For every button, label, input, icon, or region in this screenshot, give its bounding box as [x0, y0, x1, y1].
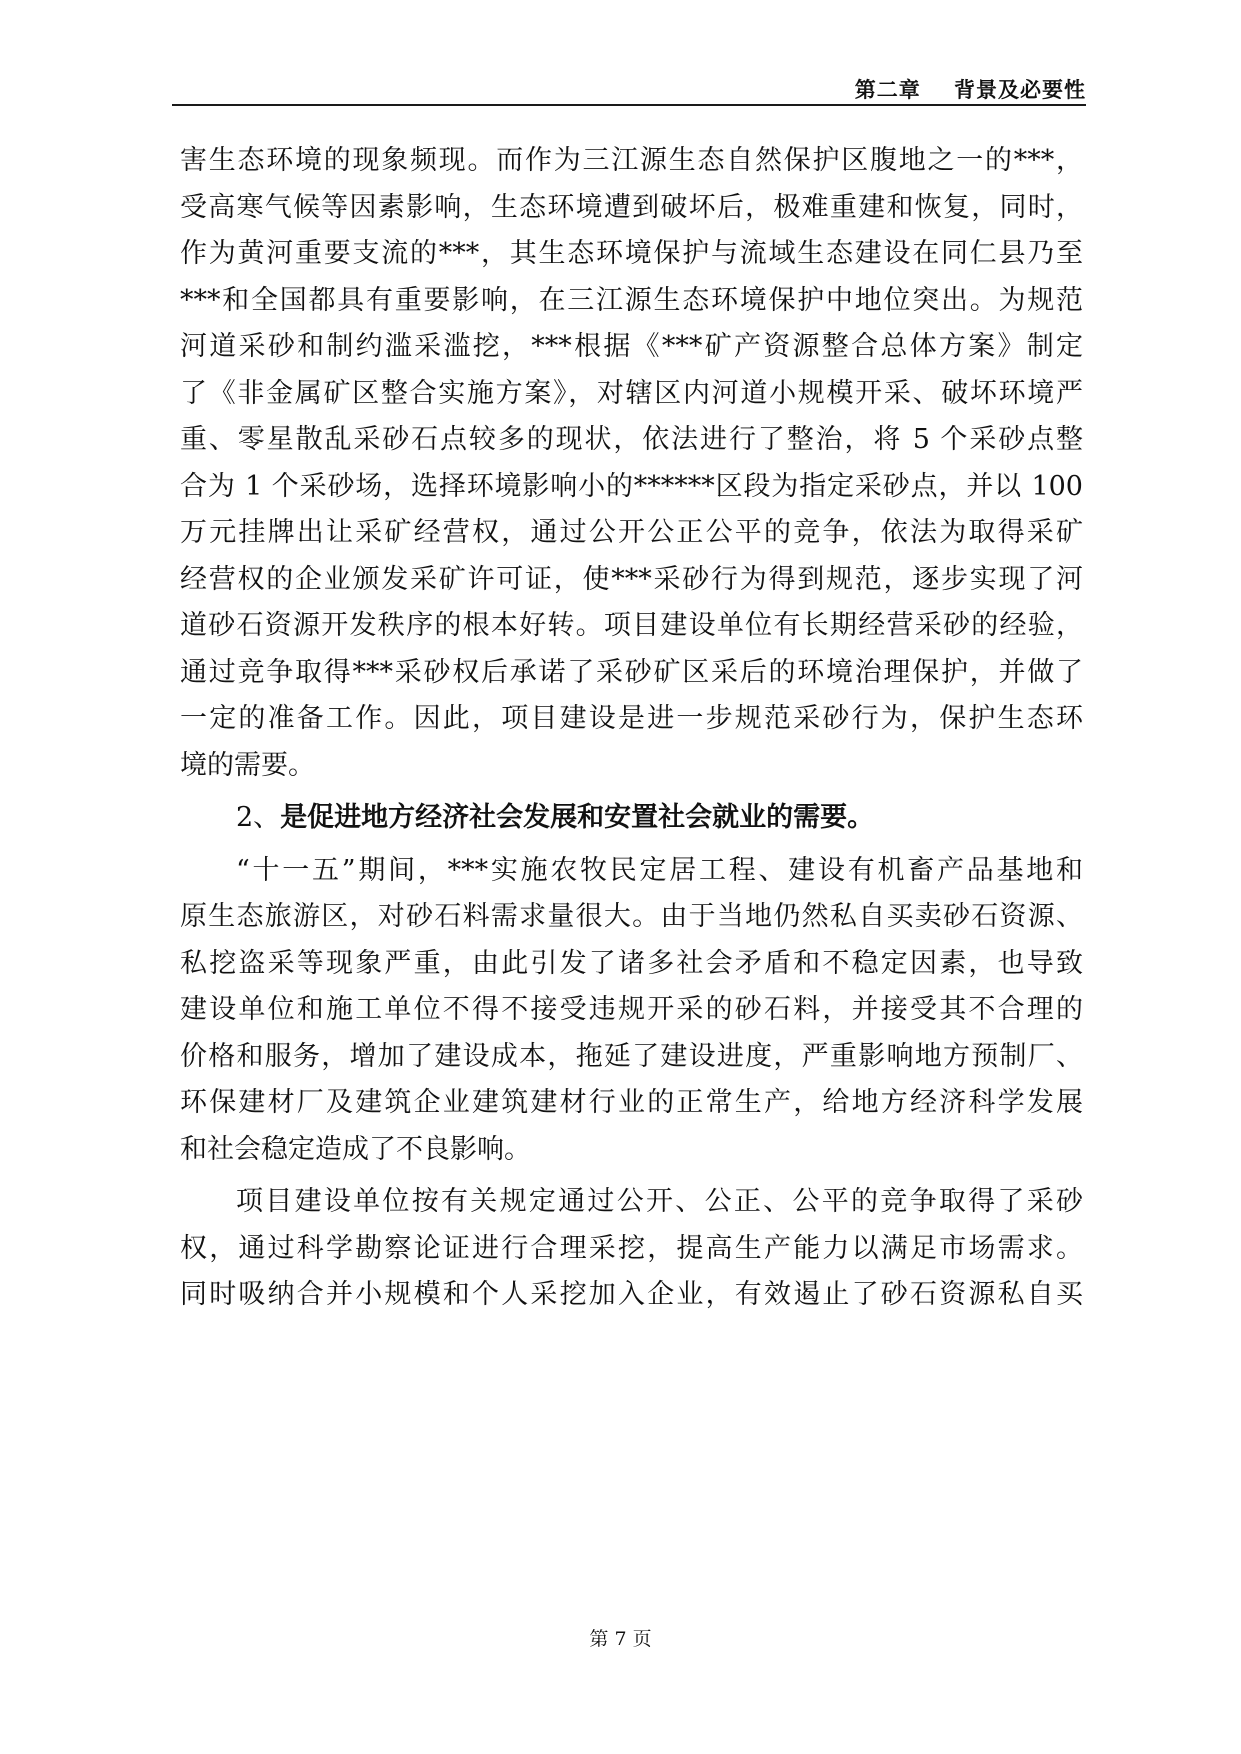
- text-line: 项目建设单位按有关规定通过公开、公正、公平的竞争取得了采砂: [236, 1186, 1083, 1217]
- text-line: 权，通过科学勘察论证进行合理采挖，提高生产能力以满足市场需求。: [180, 1232, 1083, 1264]
- text-line: 经营权的企业颁发采矿许可证，使***采砂行为得到规范，逐步实现了河: [180, 563, 1083, 595]
- text-line: 重、零星散乱采砂石点较多的现状，依法进行了整治，将 5 个采砂点整: [180, 424, 1083, 455]
- text-line: 境的需要。: [180, 749, 315, 781]
- chapter-title: 第二章 背景及必要性: [854, 78, 1086, 102]
- text-line: ***和全国都具有重要影响，在三江源生态环境保护中地位突出。为规范: [180, 284, 1083, 316]
- text-line: 道砂石资源开发秩序的根本好转。项目建设单位有长期经营采砂的经验，: [180, 610, 1083, 641]
- text-line: 万元挂牌出让采矿经营权，通过公开公正公平的竞争，依法为取得采矿: [180, 517, 1083, 548]
- text-line: 受高寒气候等因素影响，生态环境遭到破坏后，极难重建和恢复，同时，: [180, 191, 1083, 223]
- page-header: [172, 60, 1086, 106]
- text-line: “十一五”期间，***实施农牧民定居工程、建设有机畜产品基地和: [236, 854, 1083, 886]
- text-line: 同时吸纳合并小规模和个人采挖加入企业，有效遏止了砂石资源私自买: [180, 1279, 1083, 1310]
- text-line: 和社会稳定造成了不良影响。: [180, 1133, 531, 1165]
- section-heading-text: 是促进地方经济社会发展和安置社会就业的需要。: [280, 802, 875, 833]
- text-line: 作为黄河重要支流的***，其生态环境保护与流域生态建设在同仁县乃至: [180, 238, 1083, 269]
- paragraph-ecology: [180, 138, 1083, 789]
- text-line: 害生态环境的现象频现。而作为三江源生态自然保护区腹地之一的***，: [180, 145, 1083, 176]
- section-heading-number: 2、: [236, 802, 281, 833]
- text-line: 了《非金属矿区整合实施方案》，对辖区内河道小规模开采、破坏环境严: [180, 377, 1083, 409]
- text-line: 原生态旅游区，对砂石料需求量很大。由于当地仍然私自买卖砂石资源、: [180, 901, 1083, 932]
- text-line: 私挖盗采等现象严重，由此引发了诸多社会矛盾和不稳定因素，也导致: [180, 947, 1083, 979]
- section-heading: [180, 795, 1083, 842]
- text-line: 通过竞争取得***采砂权后承诺了采砂矿区采后的环境治理保护，并做了: [180, 656, 1083, 688]
- text-line: 环保建材厂及建筑企业建筑建材行业的正常生产，给地方经济科学发展: [180, 1087, 1083, 1118]
- document-body: [180, 138, 1083, 1319]
- text-line: 合为 1 个采砂场，选择环境影响小的******区段为指定采砂点，并以 100: [180, 470, 1083, 502]
- text-line: 建设单位和施工单位不得不接受违规开采的砂石料，并接受其不合理的: [180, 994, 1083, 1025]
- text-line: 河道采砂和制约滥采滥挖，***根据《***矿产资源整合总体方案》制定: [180, 331, 1083, 362]
- paragraph-employment: [180, 1179, 1083, 1319]
- paragraph-economy: [180, 848, 1083, 1174]
- text-line: 价格和服务，增加了建设成本，拖延了建设进度，严重影响地方预制厂、: [180, 1040, 1083, 1072]
- page-number: 第 7 页: [589, 1628, 652, 1650]
- text-line: 一定的准备工作。因此，项目建设是进一步规范采砂行为，保护生态环: [180, 703, 1083, 734]
